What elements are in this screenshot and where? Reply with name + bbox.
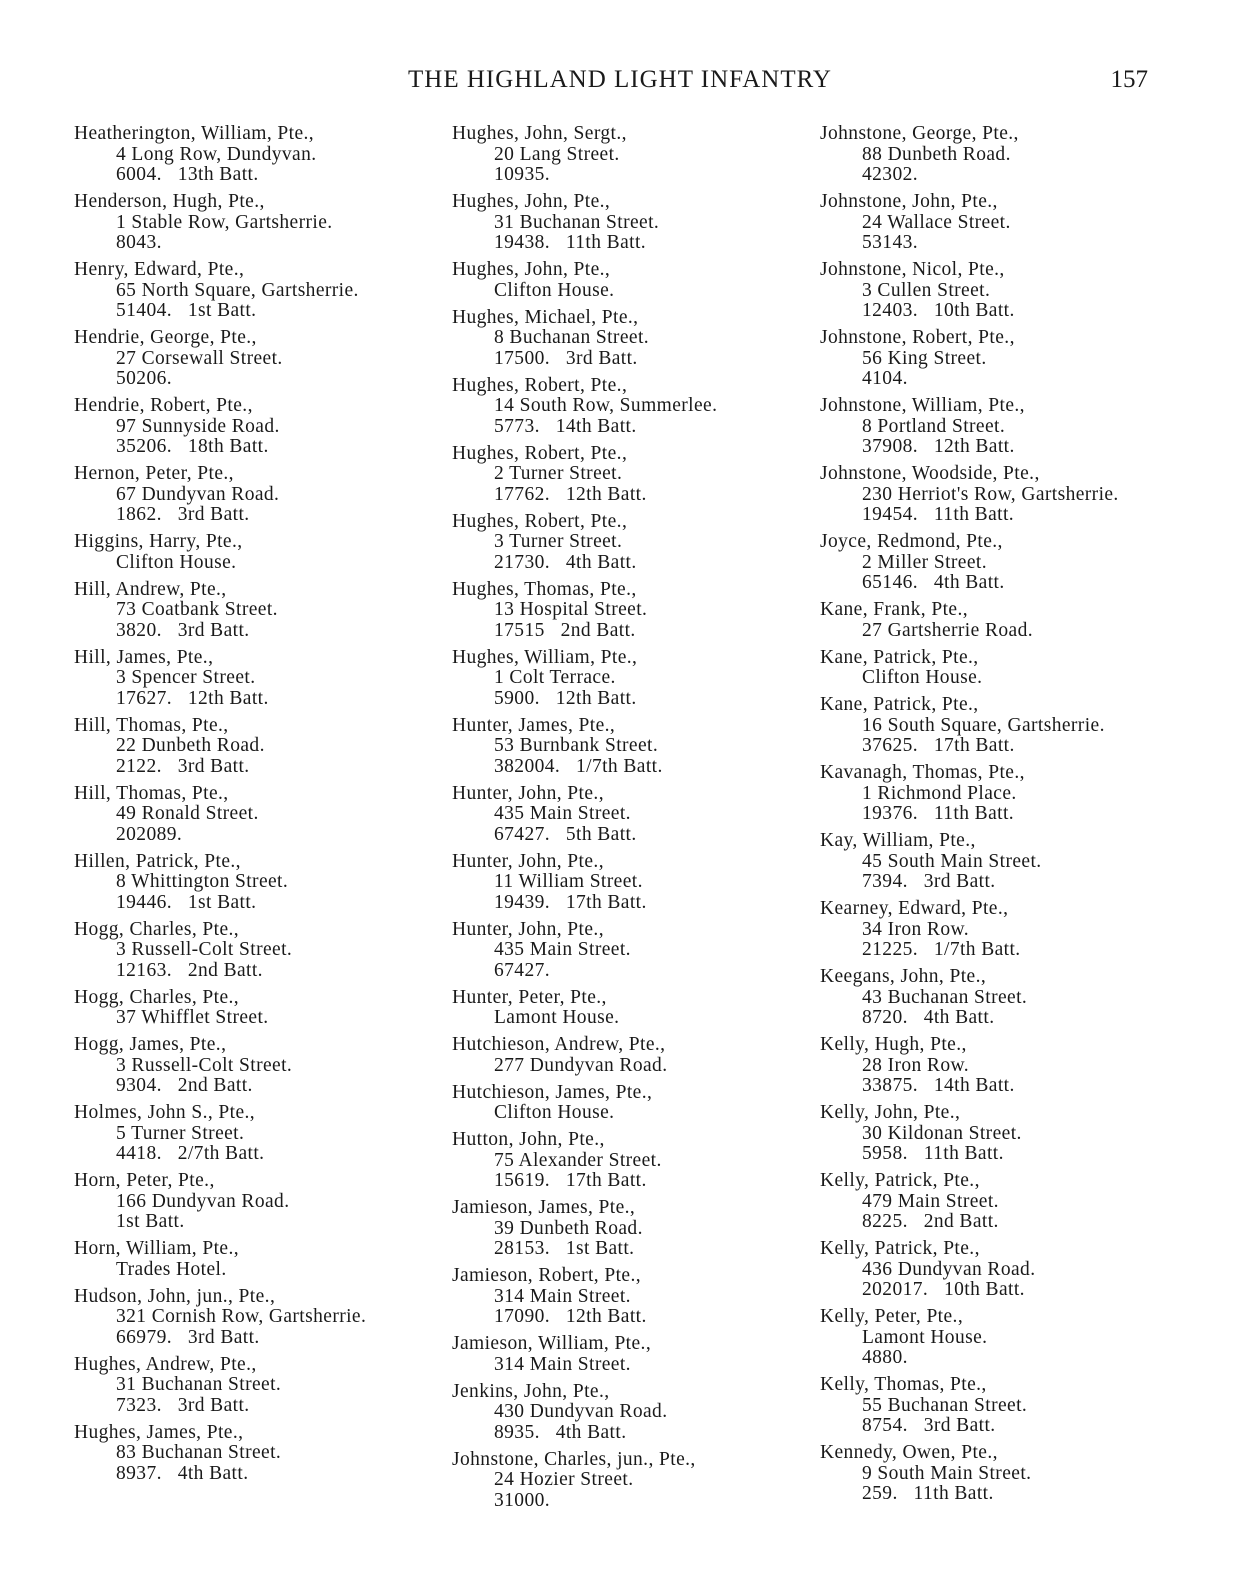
- entry-service-detail: 8720. 4th Batt.: [862, 1007, 995, 1028]
- roll-entry: [74, 1103, 434, 1165]
- entry-service-detail: 21225. 1/7th Batt.: [862, 939, 1021, 960]
- entry-service-detail: 4418. 2/7th Batt.: [116, 1143, 265, 1164]
- entry-name: Hill, Thomas, Pte.,: [74, 782, 229, 804]
- entry-address: 2 Turner Street.: [494, 463, 623, 484]
- entry-name: Hughes, John, Sergt.,: [452, 123, 627, 144]
- entry-name: Joyce, Redmond, Pte.,: [820, 531, 1003, 552]
- entry-name: Hendrie, Robert, Pte.,: [74, 395, 253, 416]
- entry-service-detail: 7323. 3rd Batt.: [116, 1394, 250, 1416]
- entry-name: Henderson, Hugh, Pte.,: [74, 191, 265, 212]
- entry-name: Hutton, John, Pte.,: [452, 1129, 605, 1150]
- entry-name: Holmes, John S., Pte.,: [74, 1102, 256, 1123]
- roll-entry: [820, 1035, 1200, 1097]
- entry-address: Trades Hotel.: [116, 1258, 227, 1280]
- entry-name: Johnstone, William, Pte.,: [820, 395, 1025, 416]
- entry-address: 1 Stable Row, Gartsherrie.: [116, 211, 333, 233]
- roll-entry: [820, 695, 1200, 757]
- roll-entry: [74, 124, 434, 186]
- entry-address: 3 Cullen Street.: [862, 279, 991, 301]
- roll-entry: [452, 376, 812, 438]
- roll-entry: [74, 648, 434, 710]
- entry-service-detail: 8225. 2nd Batt.: [862, 1211, 999, 1232]
- entry-name: Johnstone, John, Pte.,: [820, 191, 998, 212]
- page-number: 157: [1110, 66, 1148, 93]
- entry-service-detail: 17627. 12th Batt.: [116, 687, 269, 709]
- entry-service-detail: 12403. 10th Batt.: [862, 300, 1015, 321]
- entry-name: Heatherington, William, Pte.,: [74, 123, 315, 144]
- entry-address: 75 Alexander Street.: [494, 1149, 662, 1171]
- entry-service-detail: 19439. 17th Batt.: [494, 891, 647, 913]
- entry-address: 30 Kildonan Street.: [862, 1122, 1022, 1144]
- entry-name: Hill, Thomas, Pte.,: [74, 714, 229, 736]
- entry-address: 430 Dundyvan Road.: [494, 1401, 668, 1422]
- entry-address: 27 Corsewall Street.: [116, 347, 283, 369]
- column-3: [820, 124, 1200, 1511]
- roll-entry: [452, 580, 812, 642]
- entry-address: 73 Coatbank Street.: [116, 599, 278, 620]
- entry-service-detail: 5900. 12th Batt.: [494, 687, 637, 709]
- entry-address: 28 Iron Row.: [862, 1054, 969, 1076]
- entry-address: 2 Miller Street.: [862, 551, 987, 573]
- roll-entry: [452, 988, 812, 1029]
- entry-address: 20 Lang Street.: [494, 143, 620, 165]
- roll-entry: [820, 1103, 1200, 1165]
- entry-service-detail: 17090. 12th Batt.: [494, 1306, 647, 1327]
- roll-entry: [820, 464, 1200, 526]
- roll-entry: [820, 1443, 1200, 1505]
- entry-service-detail: 202089.: [116, 823, 183, 845]
- entry-name: Johnstone, Woodside, Pte.,: [820, 463, 1040, 484]
- entry-name: Hunter, Peter, Pte.,: [452, 986, 607, 1008]
- entry-address: 1 Colt Terrace.: [494, 667, 616, 688]
- entry-address: 49 Ronald Street.: [116, 803, 259, 824]
- entry-address: 67 Dundyvan Road.: [116, 483, 280, 505]
- entry-name: Kane, Patrick, Pte.,: [820, 646, 979, 668]
- entry-address: 14 South Row, Summerlee.: [494, 395, 718, 416]
- entry-service-detail: 19376. 11th Batt.: [862, 803, 1015, 824]
- roll-entry: [74, 260, 434, 322]
- entry-service-detail: 33875. 14th Batt.: [862, 1075, 1015, 1096]
- entry-name: Johnstone, Nicol, Pte.,: [820, 259, 1005, 280]
- entry-name: Johnstone, Charles, jun., Pte.,: [452, 1448, 696, 1470]
- roll-entry: [820, 260, 1200, 322]
- roll-entry: [452, 648, 812, 710]
- entry-name: Hughes, Andrew, Pte.,: [74, 1353, 257, 1375]
- entry-address: 479 Main Street.: [862, 1190, 999, 1212]
- roll-entry: [452, 1266, 812, 1328]
- entry-service-detail: 8043.: [116, 232, 162, 253]
- roll-entry: [74, 988, 434, 1029]
- roll-entry: [452, 1035, 812, 1076]
- entry-address: 22 Dunbeth Road.: [116, 735, 265, 756]
- entry-name: Jamieson, James, Pte.,: [452, 1197, 636, 1218]
- roll-entry: [452, 1334, 812, 1375]
- roll-entry: [820, 899, 1200, 961]
- entry-service-detail: 8935. 4th Batt.: [494, 1421, 627, 1443]
- entry-name: Jenkins, John, Pte.,: [452, 1380, 610, 1402]
- entry-address: 39 Dunbeth Road.: [494, 1217, 643, 1239]
- roll-entry: [820, 648, 1200, 689]
- column-2: [452, 124, 812, 1518]
- roll-entry: [452, 784, 812, 846]
- entry-service-detail: 5958. 11th Batt.: [862, 1143, 1004, 1164]
- entry-name: Jamieson, Robert, Pte.,: [452, 1265, 642, 1286]
- entry-name: Hughes, James, Pte.,: [74, 1421, 244, 1443]
- roll-entry: [820, 763, 1200, 825]
- roll-entry: [452, 192, 812, 254]
- roll-entry: [74, 1035, 434, 1097]
- entry-name: Hutchieson, James, Pte.,: [452, 1081, 653, 1103]
- entry-name: Hogg, Charles, Pte.,: [74, 918, 240, 940]
- roll-entry: [452, 920, 812, 982]
- entry-name: Kelly, Hugh, Pte.,: [820, 1034, 967, 1055]
- entry-address: 1 Richmond Place.: [862, 782, 1017, 804]
- roll-entry: [74, 464, 434, 526]
- roll-entry: [820, 124, 1200, 186]
- entry-service-detail: 67427.: [494, 959, 551, 981]
- page-title: THE HIGHLAND LIGHT INFANTRY: [408, 66, 832, 93]
- column-1: [74, 124, 434, 1491]
- entry-address: 9 South Main Street.: [862, 1462, 1032, 1484]
- roll-entry: [820, 967, 1200, 1029]
- entry-name: Hogg, Charles, Pte.,: [74, 986, 240, 1008]
- entry-address: Clifton House.: [494, 1102, 615, 1123]
- roll-entry: [452, 1450, 812, 1512]
- entry-address: 314 Main Street.: [494, 1353, 631, 1375]
- roll-entry: [452, 1198, 812, 1260]
- entry-address: 56 King Street.: [862, 347, 987, 369]
- entry-name: Hughes, Robert, Pte.,: [452, 374, 628, 396]
- entry-address: 97 Sunnyside Road.: [116, 415, 280, 437]
- entry-name: Kearney, Edward, Pte.,: [820, 898, 1009, 919]
- entry-name: Hill, James, Pte.,: [74, 646, 214, 668]
- entry-service-detail: 21730. 4th Batt.: [494, 551, 637, 573]
- entry-name: Hutchieson, Andrew, Pte.,: [452, 1034, 666, 1055]
- entry-service-detail: 17515 2nd Batt.: [494, 619, 636, 641]
- roll-columns: [0, 124, 1240, 1524]
- roll-entry: [74, 580, 434, 642]
- entry-address: 27 Gartsherrie Road.: [862, 619, 1033, 641]
- entry-name: Kennedy, Owen, Pte.,: [820, 1442, 998, 1463]
- entry-service-detail: 66979. 3rd Batt.: [116, 1326, 260, 1348]
- entry-address: 31 Buchanan Street.: [494, 211, 660, 233]
- entry-service-detail: 10935.: [494, 164, 551, 185]
- roll-entry: [820, 192, 1200, 254]
- entry-address: 435 Main Street.: [494, 803, 631, 824]
- entry-service-detail: 3820. 3rd Batt.: [116, 619, 250, 641]
- entry-address: Clifton House.: [116, 551, 237, 573]
- entry-address: 37 Whifflet Street.: [116, 1007, 269, 1028]
- entry-address: 3 Russell-Colt Street.: [116, 1054, 293, 1076]
- entry-name: Kane, Patrick, Pte.,: [820, 694, 979, 715]
- entry-address: 8 Whittington Street.: [116, 871, 289, 892]
- entry-address: 34 Iron Row.: [862, 918, 969, 940]
- roll-entry: [820, 532, 1200, 594]
- entry-address: 436 Dundyvan Road.: [862, 1258, 1036, 1280]
- entry-address: 3 Turner Street.: [494, 531, 623, 552]
- entry-name: Hogg, James, Pte.,: [74, 1034, 227, 1055]
- entry-name: Horn, Peter, Pte.,: [74, 1170, 215, 1191]
- page-header: [0, 66, 1240, 100]
- entry-name: Hunter, John, Pte.,: [452, 782, 604, 804]
- entry-address: 11 William Street.: [494, 871, 643, 892]
- entry-name: Hillen, Patrick, Pte.,: [74, 850, 241, 872]
- entry-name: Hughes, John, Pte.,: [452, 259, 611, 280]
- roll-entry: [452, 444, 812, 506]
- entry-address: Lamont House.: [494, 1007, 620, 1028]
- entry-service-detail: 8754. 3rd Batt.: [862, 1415, 996, 1436]
- entry-name: Hernon, Peter, Pte.,: [74, 463, 234, 484]
- entry-name: Higgins, Harry, Pte.,: [74, 531, 243, 552]
- entry-name: Kelly, Patrick, Pte.,: [820, 1170, 980, 1191]
- entry-name: Henry, Edward, Pte.,: [74, 259, 245, 280]
- entry-name: Hendrie, George, Pte.,: [74, 327, 257, 348]
- roll-entry: [74, 1239, 434, 1280]
- entry-name: Hughes, Robert, Pte.,: [452, 510, 628, 532]
- entry-service-detail: 19454. 11th Batt.: [862, 504, 1015, 525]
- roll-entry: [820, 396, 1200, 458]
- entry-address: 83 Buchanan Street.: [116, 1442, 282, 1463]
- entry-service-detail: 65146. 4th Batt.: [862, 572, 1005, 593]
- entry-service-detail: 31000.: [494, 1489, 551, 1511]
- entry-name: Hunter, John, Pte.,: [452, 850, 604, 872]
- entry-service-detail: 37625. 17th Batt.: [862, 735, 1015, 756]
- entry-address: 55 Buchanan Street.: [862, 1394, 1028, 1416]
- entry-service-detail: 53143.: [862, 232, 919, 253]
- entry-name: Horn, William, Pte.,: [74, 1238, 240, 1259]
- entry-address: 166 Dundyvan Road.: [116, 1190, 290, 1212]
- roll-entry: [452, 716, 812, 778]
- entry-address: 314 Main Street.: [494, 1285, 631, 1307]
- entry-service-detail: 1st Batt.: [116, 1211, 185, 1232]
- roll-entry: [452, 124, 812, 186]
- roll-entry: [74, 1423, 434, 1485]
- entry-service-detail: 15619. 17th Batt.: [494, 1170, 647, 1191]
- entry-service-detail: 4880.: [862, 1347, 908, 1368]
- entry-address: 13 Hospital Street.: [494, 599, 648, 620]
- entry-name: Kelly, John, Pte.,: [820, 1102, 961, 1123]
- roll-entry: [452, 308, 812, 370]
- entry-address: 4 Long Row, Dundyvan.: [116, 143, 317, 165]
- entry-address: Lamont House.: [862, 1326, 988, 1348]
- entry-name: Keegans, John, Pte.,: [820, 966, 987, 987]
- entry-service-detail: 19446. 1st Batt.: [116, 891, 257, 913]
- entry-name: Hunter, James, Pte.,: [452, 714, 616, 736]
- roll-entry: [74, 920, 434, 982]
- entry-service-detail: 4104.: [862, 368, 908, 389]
- entry-name: Hill, Andrew, Pte.,: [74, 578, 227, 600]
- entry-service-detail: 35206. 18th Batt.: [116, 436, 269, 457]
- roll-entry: [452, 852, 812, 914]
- entry-service-detail: 51404. 1st Batt.: [116, 300, 257, 321]
- roll-entry: [452, 1382, 812, 1444]
- entry-name: Hughes, William, Pte.,: [452, 646, 638, 668]
- entry-address: 43 Buchanan Street.: [862, 986, 1028, 1008]
- entry-name: Kelly, Thomas, Pte.,: [820, 1374, 987, 1395]
- roll-entry: [820, 1375, 1200, 1437]
- entry-address: 321 Cornish Row, Gartsherrie.: [116, 1306, 367, 1327]
- entry-service-detail: 17762. 12th Batt.: [494, 483, 647, 505]
- entry-name: Hughes, John, Pte.,: [452, 191, 611, 212]
- entry-name: Hunter, John, Pte.,: [452, 918, 604, 940]
- roll-entry: [74, 716, 434, 778]
- entry-service-detail: 1862. 3rd Batt.: [116, 504, 250, 525]
- roll-entry: [820, 831, 1200, 893]
- entry-address: 3 Spencer Street.: [116, 667, 256, 688]
- entry-service-detail: 382004. 1/7th Batt.: [494, 755, 663, 777]
- roll-entry: [74, 784, 434, 846]
- entry-address: 24 Hozier Street.: [494, 1469, 634, 1490]
- entry-service-detail: 259. 11th Batt.: [862, 1483, 994, 1504]
- entry-name: Johnstone, George, Pte.,: [820, 123, 1019, 144]
- entry-name: Hudson, John, jun., Pte.,: [74, 1285, 276, 1307]
- entry-name: Jamieson, William, Pte.,: [452, 1333, 652, 1354]
- entry-service-detail: 28153. 1st Batt.: [494, 1238, 635, 1259]
- entry-service-detail: 42302.: [862, 164, 919, 185]
- roll-entry: [820, 328, 1200, 390]
- entry-service-detail: 5773. 14th Batt.: [494, 415, 637, 437]
- entry-address: Clifton House.: [494, 279, 615, 301]
- entry-service-detail: 50206.: [116, 368, 173, 389]
- entry-address: 88 Dunbeth Road.: [862, 143, 1011, 165]
- entry-service-detail: 202017. 10th Batt.: [862, 1279, 1025, 1300]
- entry-address: 16 South Square, Gartsherrie.: [862, 714, 1105, 736]
- roll-entry: [74, 852, 434, 914]
- entry-name: Kelly, Peter, Pte.,: [820, 1306, 964, 1327]
- entry-address: 3 Russell-Colt Street.: [116, 939, 293, 960]
- roll-entry: [74, 1171, 434, 1233]
- entry-name: Hughes, Thomas, Pte.,: [452, 578, 637, 600]
- roll-entry: [820, 1171, 1200, 1233]
- roll-entry: [74, 192, 434, 254]
- roll-entry: [74, 1287, 434, 1349]
- entry-service-detail: 9304. 2nd Batt.: [116, 1075, 253, 1096]
- roll-entry: [74, 328, 434, 390]
- entry-address: 435 Main Street.: [494, 939, 631, 960]
- entry-name: Kane, Frank, Pte.,: [820, 599, 969, 620]
- roll-entry: [820, 1239, 1200, 1301]
- entry-address: 31 Buchanan Street.: [116, 1374, 282, 1395]
- entry-address: 24 Wallace Street.: [862, 211, 1011, 233]
- entry-address: 230 Herriot's Row, Gartsherrie.: [862, 483, 1119, 505]
- entry-address: 277 Dundyvan Road.: [494, 1054, 668, 1076]
- entry-service-detail: 6004. 13th Batt.: [116, 164, 259, 185]
- roll-entry: [452, 1083, 812, 1124]
- roll-entry: [820, 1307, 1200, 1369]
- roll-entry: [452, 260, 812, 301]
- roll-entry: [452, 1130, 812, 1192]
- entry-service-detail: 37908. 12th Batt.: [862, 436, 1015, 457]
- entry-address: 53 Burnbank Street.: [494, 735, 659, 756]
- roll-entry: [820, 600, 1200, 641]
- entry-address: 5 Turner Street.: [116, 1122, 245, 1144]
- entry-name: Johnstone, Robert, Pte.,: [820, 327, 1015, 348]
- entry-service-detail: 2122. 3rd Batt.: [116, 755, 250, 777]
- entry-service-detail: 17500. 3rd Batt.: [494, 347, 638, 369]
- entry-service-detail: 12163. 2nd Batt.: [116, 959, 263, 981]
- entry-name: Kelly, Patrick, Pte.,: [820, 1238, 980, 1259]
- entry-name: Kay, William, Pte.,: [820, 830, 976, 851]
- roll-entry: [452, 512, 812, 574]
- entry-address: Clifton House.: [862, 667, 983, 688]
- roll-entry: [74, 532, 434, 573]
- entry-service-detail: 8937. 4th Batt.: [116, 1462, 249, 1484]
- entry-service-detail: 19438. 11th Batt.: [494, 232, 647, 253]
- entry-name: Hughes, Robert, Pte.,: [452, 442, 628, 464]
- roll-entry: [74, 1355, 434, 1417]
- roll-entry: [74, 396, 434, 458]
- entry-address: 65 North Square, Gartsherrie.: [116, 279, 359, 301]
- entry-address: 8 Portland Street.: [862, 415, 1006, 437]
- entry-name: Hughes, Michael, Pte.,: [452, 306, 639, 328]
- entry-address: 8 Buchanan Street.: [494, 327, 650, 348]
- entry-name: Kavanagh, Thomas, Pte.,: [820, 762, 1025, 783]
- entry-service-detail: 67427. 5th Batt.: [494, 823, 637, 845]
- entry-service-detail: 7394. 3rd Batt.: [862, 871, 996, 892]
- entry-address: 45 South Main Street.: [862, 850, 1042, 872]
